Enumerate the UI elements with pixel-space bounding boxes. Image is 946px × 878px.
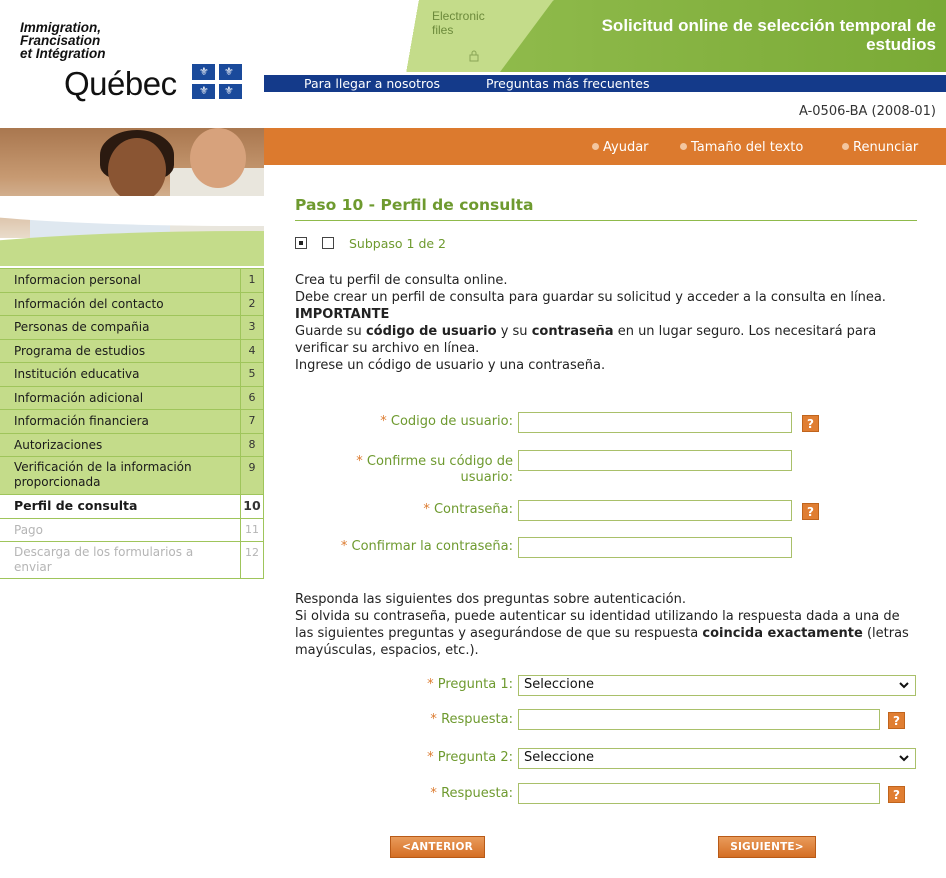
sidebar-item-additional[interactable]: Información adicional 6 — [0, 386, 264, 410]
auth-text: Responda las siguientes dos preguntas sobre autenticación. Si olvida su contraseña, puede autenticar su identidad utilizando la respuesta dada a una de las siguientes preguntas y asegurándose de que su respuesta coincida exactamente (letras mayúsculas, espacios, etc.). — [295, 592, 909, 658]
answer-2-input[interactable] — [518, 783, 880, 804]
header — [0, 0, 946, 128]
quebec-flag-icon: ⚜ ⚜ ⚜ ⚜ — [192, 64, 242, 99]
page-title: Paso 10 - Perfil de consulta — [295, 196, 917, 221]
sidebar-item-companions[interactable]: Personas de compañia 3 — [0, 315, 264, 339]
sidebar-item-verification[interactable]: Verificación de la información proporcionada 9 — [0, 456, 264, 494]
nav-link-faq[interactable]: Preguntas más frecuentes — [486, 76, 650, 91]
bullet-icon — [680, 143, 687, 150]
question-2-select[interactable]: Seleccione — [518, 748, 916, 769]
substep-2-checkbox — [322, 237, 334, 249]
bullet-icon — [592, 143, 599, 150]
application-title: Solicitud online de selección temporal de estudios — [601, 16, 936, 54]
intro-text: Crea tu perfil de consulta online. Debe crear un perfil de consulta para guardar su solicitud y acceder a la consulta en línea. IMPORTANTE Guarde su código de usuario y su contraseña en un lugar seguro. Los necesitará para verificar su archivo en línea. Ingrese un código de usuario y una contraseña. — [295, 273, 886, 373]
ministry-logo-text: Immigration, Francisation et Intégration — [20, 20, 106, 61]
substep-indicator: Subpaso 1 de 2 — [295, 235, 917, 251]
sidebar-item-download: Descarga de los formularios a enviar 12 — [0, 541, 264, 579]
answer-1-input[interactable] — [518, 709, 880, 730]
sidebar-item-financial[interactable]: Información financiera 7 — [0, 409, 264, 433]
sidebar-item-payment: Pago 11 — [0, 518, 264, 542]
nav-link-contact[interactable]: Para llegar a nosotros — [304, 76, 441, 91]
top-nav — [264, 75, 946, 92]
question-1-select[interactable]: Seleccione — [518, 675, 916, 696]
bullet-icon — [842, 143, 849, 150]
text-size-link[interactable]: Tamaño del texto — [680, 140, 803, 155]
help-icon[interactable]: ? — [888, 786, 905, 803]
quebec-wordmark: Québec — [64, 65, 177, 102]
sidebar-item-contact[interactable]: Información del contacto 2 — [0, 292, 264, 316]
main-content: Paso 10 - Perfil de consulta Subpaso 1 de 2 Crea tu perfil de consulta online. Debe crear un perfil de consulta para guardar su solicitud y acceder a la consulta en línea. IMPORTANTE Guarde su código de usuario y su contraseña en un lugar seguro. Los necesitará para verificar su archivo en línea. Ingrese un código de usuario y una contraseña. * Codigo de usuario: ? * Confirme su código de usuario: * Contraseña: ? * Confirmar la contraseña: Responda las siguientes dos preguntas sobre autenticación. Si olvida su contraseña, puede autenticar su identidad utilizando la respuesta dada a una de las siguientes preguntas y asegurándose de que su respuesta coincida exactamente (letras mayúsculas, espacios, etc.). * Pregunta 1: Seleccione * Respuesta: ? * Pregunta 2: Seleccione * Respuesta: ? <ANTERIOR SIGUIENTE> — [295, 196, 917, 251]
help-icon[interactable]: ? — [888, 712, 905, 729]
sidebar-item-institution[interactable]: Institución educativa 5 — [0, 362, 264, 386]
substep-1-checkbox — [295, 237, 307, 249]
next-button[interactable]: SIGUIENTE> — [718, 836, 816, 858]
quit-link[interactable]: Renunciar — [842, 140, 918, 155]
sidebar-item-program[interactable]: Programa de estudios 4 — [0, 339, 264, 363]
help-icon[interactable]: ? — [802, 503, 819, 520]
efiles-label: Electronic files — [432, 9, 485, 37]
chevron-down-icon — [897, 751, 911, 765]
help-icon[interactable]: ? — [802, 415, 819, 432]
steps-sidebar — [0, 268, 264, 579]
password-input[interactable] — [518, 500, 792, 521]
previous-button[interactable]: <ANTERIOR — [390, 836, 485, 858]
form-code: A-0506-BA (2008-01) — [798, 104, 936, 119]
user-code-confirm-input[interactable] — [518, 450, 792, 471]
user-code-input[interactable] — [518, 412, 792, 433]
password-confirm-input[interactable] — [518, 537, 792, 558]
sidebar-item-authorizations[interactable]: Autorizaciones 8 — [0, 433, 264, 457]
help-link[interactable]: Ayudar — [592, 140, 649, 155]
sidebar-item-profile[interactable]: Perfil de consulta 10 — [0, 494, 264, 518]
chevron-down-icon — [897, 678, 911, 692]
sidebar-item-personal[interactable]: Informacion personal 1 — [0, 268, 264, 292]
lock-icon — [468, 50, 480, 62]
